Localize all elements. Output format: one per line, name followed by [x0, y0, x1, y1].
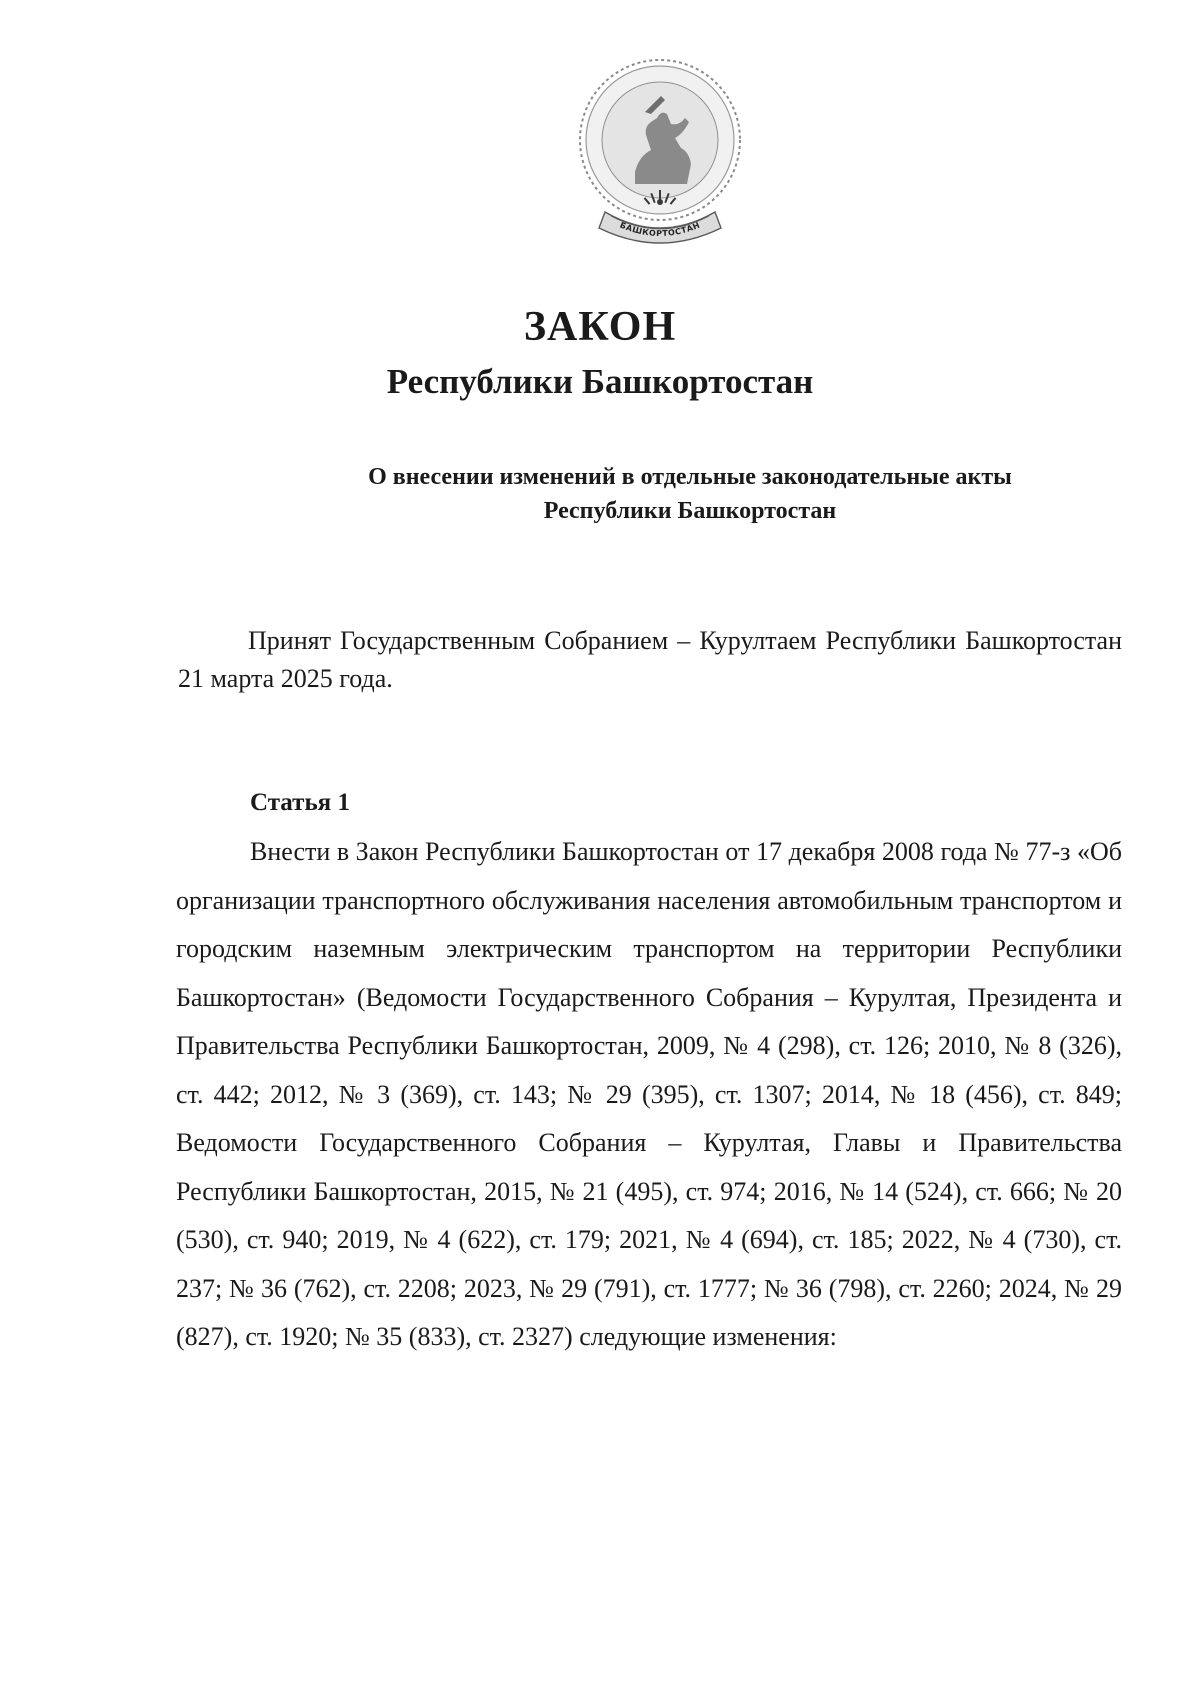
document-subtitle: Республики Башкортостан [386, 362, 814, 401]
document-title: ЗАКОН [523, 304, 677, 350]
article-body: Внести в Закон Республики Башкортостан от 17 декабря 2008 года № 77-з «Об организации транспортного обслуживания населения автомобильным транспортом и городским наземным электрическим транспортом на территории Республики Башкортостан» (Ведомости Государственного Собрания – Курултая, Президента и Правительства Республики Башкортостан, 2009, № 4 (298), ст. 126; 2010, № 8 (326), ст. 442; 2012, № 3 (369), ст. 143; № 29 (395), ст. 1307; 2014, № 18 (456), ст. 849; Ведомости Государственного Собрания – Курултая, Главы и Правительства Республики Башкортостан, 2015, № 21 (495), ст. 974; 2016, № 14 (524), ст. 666; № 20 (530), ст. 940; 2019, № 4 (622), ст. 179; 2021, № 4 (694), ст. 185; 2022, № 4 (730), ст. 237; № 36 (762), ст. 2208; 2023, № 29 (791), ст. 1777; № 36 (798), ст. 2260; 2024, № 29 (827), ст. 1920; № 35 (833), ст. 2327) следующие изменения: [176, 837, 1122, 1351]
law-subject [300, 460, 1080, 528]
emblem-ribbon-text: БАШКОРТОСТАН [618, 220, 702, 239]
bashkortostan-coat-of-arms-icon [575, 52, 745, 252]
article-heading: Статья 1 [250, 789, 350, 816]
law-subject-line-1: О внесении изменений в отдельные законодательные акты [368, 464, 1012, 490]
adoption-statement: Принят Государственным Собранием – Курултаем Республики Башкортостан 21 марта 2025 года. [178, 626, 1122, 693]
law-subject-line-2: Республики Башкортостан [543, 498, 837, 524]
